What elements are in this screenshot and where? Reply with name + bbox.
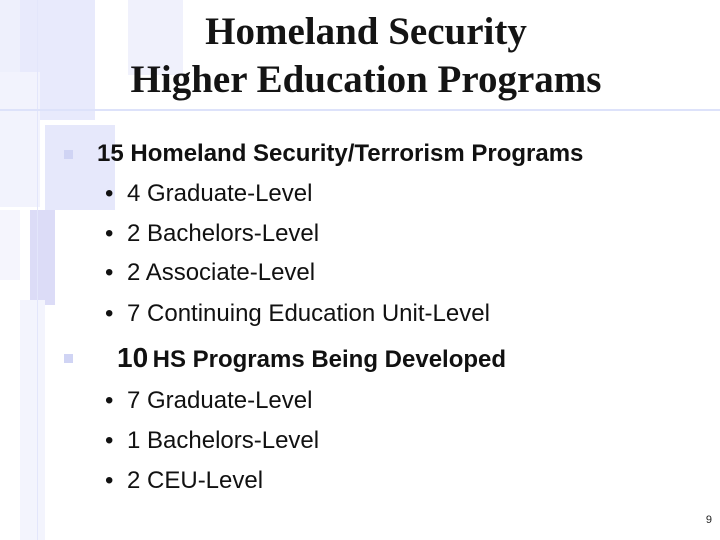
list-item-text: 7 Continuing Education Unit-Level bbox=[127, 300, 490, 327]
title-line-1: Homeland Security bbox=[205, 10, 527, 53]
section-heading-text: HS Programs Being Developed bbox=[152, 346, 507, 373]
list-item bbox=[105, 467, 263, 495]
section-heading-number: 10 bbox=[117, 342, 149, 373]
bullet-icon: • bbox=[105, 467, 114, 494]
list-item-text: 2 Associate-Level bbox=[127, 259, 316, 286]
bullet-icon: • bbox=[105, 180, 114, 207]
square-bullet-icon bbox=[64, 150, 73, 159]
list-item-text: 2 CEU-Level bbox=[127, 467, 264, 494]
slide-title bbox=[0, 8, 720, 104]
list-item bbox=[105, 427, 319, 455]
list-item bbox=[105, 387, 312, 415]
bullet-icon: • bbox=[105, 259, 114, 286]
list-item bbox=[105, 300, 490, 328]
section-heading bbox=[117, 342, 506, 379]
page-number: 9 bbox=[705, 514, 712, 526]
title-line-2: Higher Education Programs bbox=[130, 58, 602, 101]
bullet-icon: • bbox=[105, 427, 114, 454]
list-item bbox=[105, 220, 319, 248]
bullet-icon: • bbox=[105, 300, 114, 327]
bullet-icon: • bbox=[105, 220, 114, 247]
list-item-text: 4 Graduate-Level bbox=[127, 180, 313, 207]
list-item-text: 2 Bachelors-Level bbox=[127, 220, 320, 247]
decorative-square bbox=[0, 210, 20, 280]
bullet-icon: • bbox=[105, 387, 114, 414]
section-heading: 15 Homeland Security/Terrorism Programs bbox=[97, 140, 584, 167]
list-item-text: 7 Graduate-Level bbox=[127, 387, 313, 414]
title-divider bbox=[0, 109, 720, 111]
list-item bbox=[105, 259, 315, 287]
list-item-text: 1 Bachelors-Level bbox=[127, 427, 320, 454]
decorative-square bbox=[20, 300, 45, 540]
decorative-square bbox=[30, 210, 55, 305]
list-item bbox=[105, 180, 312, 208]
square-bullet-icon bbox=[64, 354, 73, 363]
